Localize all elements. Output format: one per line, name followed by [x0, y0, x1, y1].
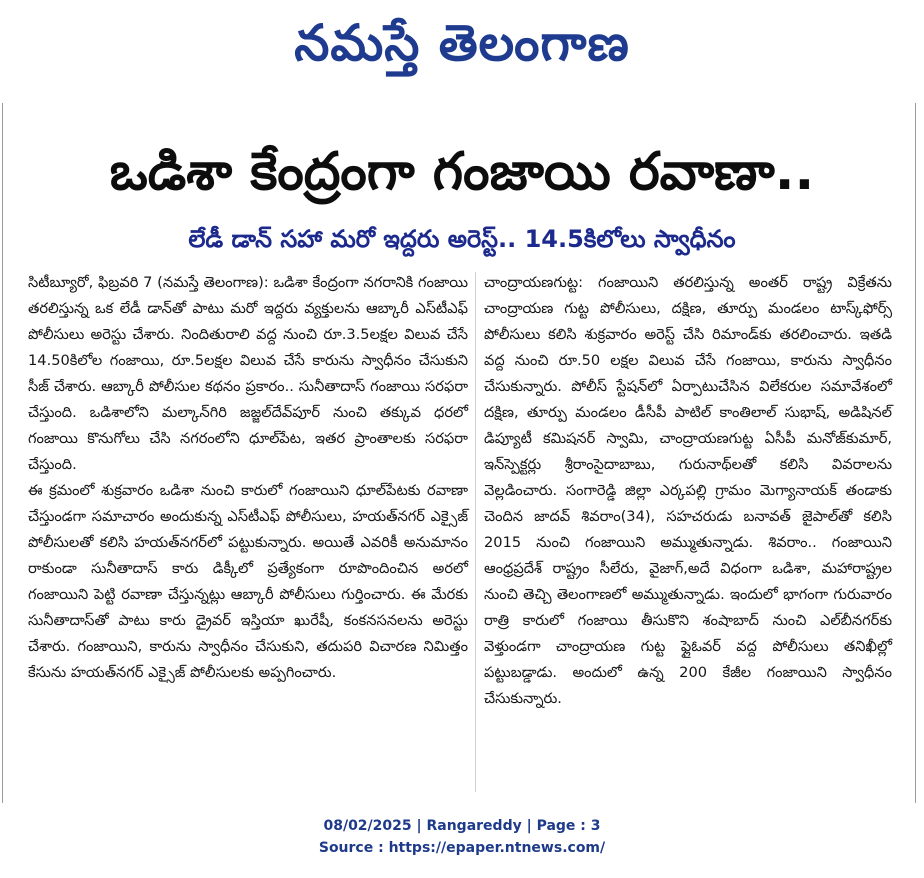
article-paragraph: ఈ క్రమంలో శుక్రవారం ఒడిశా నుంచి కారులో గంజాయిని ధూల్‌పేటకు రవాణా చేస్తుండగా సమాచారం అందుకున్న ఎస్‌టీఎఫ్ పోలీసులు, హయత్‌నగర్ ఎక్సైజ్ పోలీసులతో కలిసి హయత్‌నగర్‌లో పట్టుకున్నారు. అయితే ఎవరికీ అనుమానం రాకుండా సునీతాదాస్ కారు డిక్కీలో ప్రత్యేకంగా రూపొందించిన అరలో గంజాయిని పెట్టి రవాణా చేస్తున్నట్లు ఆబ్కారీ పోలీసులు గుర్తించారు. ఈ మేరకు సునీతాదాస్‌తో పాటు కారు డ్రైవర్ ఇస్తియా ఖురేషీ, కంకనసనలను అరెస్టు చేశారు. గంజాయిని, కారును స్వాధీనం చేసుకుని, తదుపరి విచారణ నిమిత్తం కేసును హయత్‌నగర్ ఎక్సైజ్ పోలీసులకు అప్పగించారు.	[28, 482, 468, 681]
article-subheadline: లేడీ డాన్ సహా మరో ఇద్దరు అరెస్ట్.. 14.5కిలోలు స్వాధీనం	[188, 225, 736, 253]
article-headline: ఒడిశా కేంద్రంగా గంజాయి రవాణా..	[109, 142, 815, 202]
article-column-left	[28, 270, 468, 686]
article-column-right	[484, 270, 892, 712]
source-link[interactable]: Source : https://epaper.ntnews.com/	[318, 840, 606, 856]
edition-info: 08/02/2025 | Rangareddy | Page : 3	[323, 818, 601, 834]
article-paragraph: చాంద్రాయణగుట్ట: గంజాయిని తరలిస్తున్న అంతర్ రాష్ట్ర విక్రేతను చాంద్రాయణ గుట్ట పోలీసులు, దక్షిణ, తూర్పు మండలం టాస్క్‌ఫోర్స్ పోలీసులు కలిసి శుక్రవారం అరెస్ట్ చేసి రిమాండ్‌కు తరలించారు. ఇతడి వద్ద నుంచి రూ.50 లక్షల విలువ చేసే గంజాయి, కారును స్వాధీనం చేసుకున్నారు. పోలీస్ స్టేషన్‌లో ఏర్పాటుచేసిన విలేకరుల సమావేశంలో దక్షిణ, తూర్పు మండలం డీసీపీ పాటిల్ కాంతిలాల్ సుభాష్, అడిషినల్ డిప్యూటీ కమిషనర్ స్వామి, చాంద్రాయణగుట్ట ఏసీపీ మనోజ్‌కుమార్, ఇన్‌స్పెక్టర్లు శ్రీరాంసైదాబాబు, గురునాథ్‌లతో కలిసి వివరాలను వెల్లడించారు. సంగారెడ్డి జిల్లా ఎర్కపల్లి గ్రామం మెగ్యానాయక్ తండాకు చెందిన జాదవ్ శివరాం(34), సహచరుడు బనావత్ జైపాల్‌తో కలిసి 2015 నుంచి గంజాయిని అమ్ముతున్నాడు. శివరాం.. గంజాయిని ఆంధ్రప్రదేశ్ రాష్ట్రం సీలేరు, వైజాగ్,అదే విధంగా ఒడిశా, మహారాష్ట్రల నుంచి తెచ్చి తెలంగాణలో అమ్ముతున్నాడు. ఇందులో భాగంగా గురువారం రాత్రి కారులో గంజాయి తీసుకొని శంషాబాద్ నుంచి ఎల్‌బీనగర్‌కు వెళ్తుండగా చాంద్రాయణ గుట్ట ఫ్లైఓవర్ వద్ద పోలీసులు తనిఖీల్లో పట్టుబడ్డాడు. అందులో ఉన్న 200 కేజీల గంజాయిని స్వాధీనం చేసుకున్నారు.	[484, 274, 892, 707]
masthead-logo: నమస్తే తెలంగాణ	[294, 13, 630, 72]
column-divider	[475, 272, 476, 792]
article-paragraph: సిటీబ్యూరో, ఫిబ్రవరి 7 (నమస్తే తెలంగాణ): ఒడిశా కేంద్రంగా నగరానికి గంజాయి తరలిస్తున్న ఒక లేడీ డాన్‌తో పాటు మరో ఇద్దరు వ్యక్తులను ఆబ్కారీ ఎస్‌టీఎఫ్ పోలీసులు అరెస్టు చేశారు. నిందితురాలి వద్ద నుంచి రూ.3.5లక్షల విలువ చేసే 14.50కిలోల గంజాయి, రూ.5లక్షల విలువ చేసే కారును స్వాధీనం చేసుకుని సీజ్ చేశారు. ఆబ్కారీ పోలీసుల కథనం ప్రకారం.. సునీతాదాస్ గంజాయి సరఫరా చేస్తుంది. ఒడిశాలోని మల్కాన్‌గిరి జజ్జల్‌దేవ్‌పూర్ నుంచి తక్కువ ధరలో గంజాయి కొనుగోలు చేసి నగరంలోని ధూల్‌పేట, ఇతర ప్రాంతాలకు సరఫరా చేస్తుంది.	[28, 274, 468, 473]
